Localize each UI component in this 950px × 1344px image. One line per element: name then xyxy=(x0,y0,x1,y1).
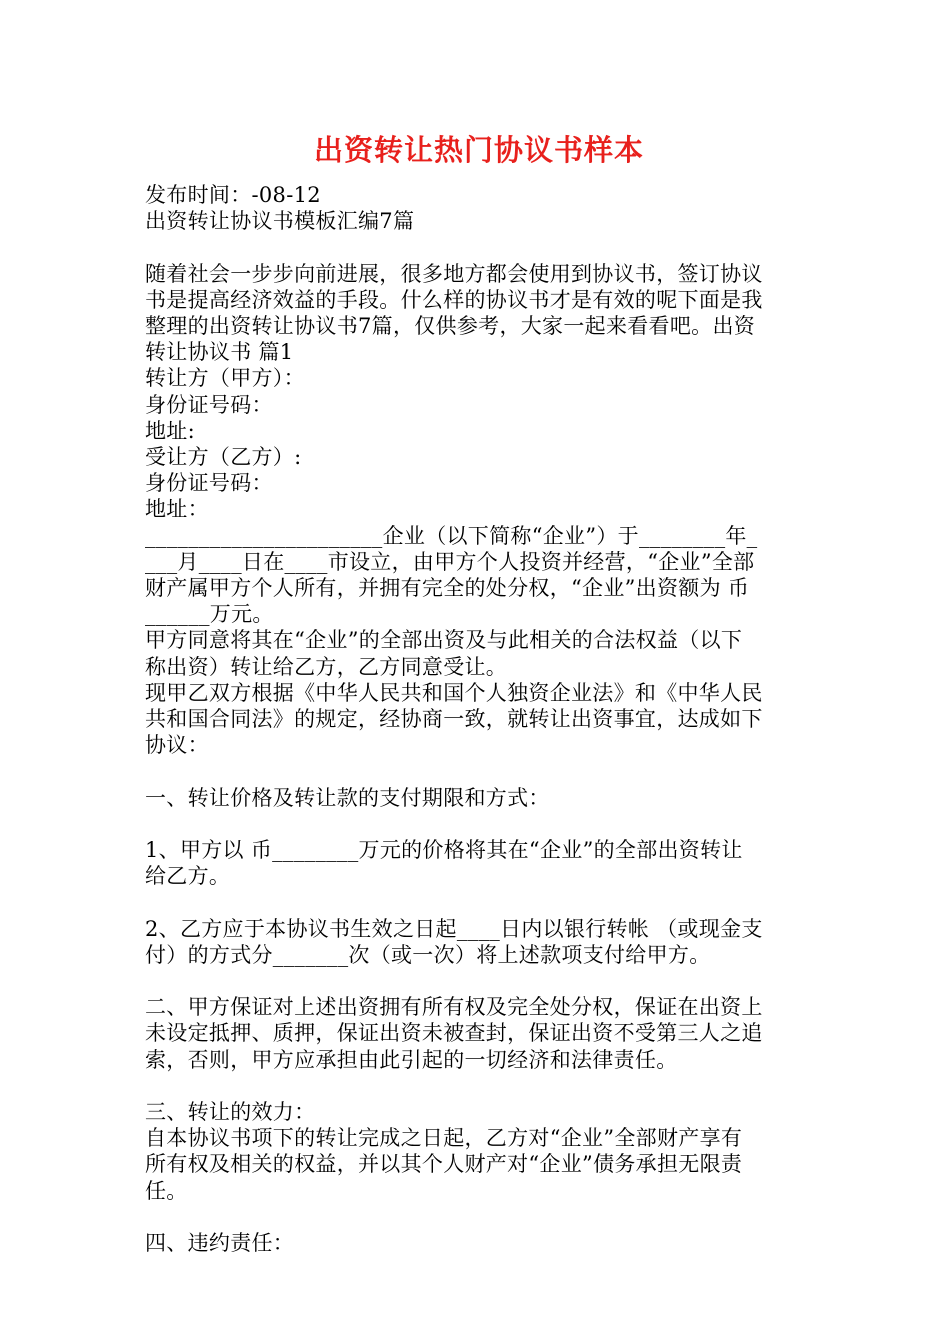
body-line: 称出资）转让给乙方，乙方同意受让。 xyxy=(145,654,508,679)
blank-line xyxy=(145,758,813,784)
body-line: 随着社会一步步向前进展，很多地方都会使用到协议书，签订协议 xyxy=(145,261,763,286)
blank-line xyxy=(145,811,813,837)
body-line: 2、乙方应于本协议书生效之日起____日内以银行转帐 （或现金支 xyxy=(145,916,763,941)
body-line: 一、转让价格及转让款的支付期限和方式： xyxy=(145,785,550,810)
blank-line xyxy=(145,1073,813,1099)
blank-line xyxy=(145,889,813,915)
publish-date: 发布时间：-08-12 xyxy=(145,183,321,207)
body-line: 转让协议书 篇1 xyxy=(145,340,294,365)
body-line: 给乙方。 xyxy=(145,864,231,889)
body-line: 地址： xyxy=(145,497,209,522)
body-line: 共和国合同法》的规定，经协商一致，就转让出资事宜，达成如下 xyxy=(145,707,763,732)
document-subtitle: 出资转让协议书模板汇编7篇 xyxy=(145,209,415,234)
body-line: 任。 xyxy=(145,1178,188,1203)
body-line: 身份证号码： xyxy=(145,471,273,496)
document-body xyxy=(145,234,813,1256)
body-line: 协议： xyxy=(145,733,209,758)
body-line: 现甲乙双方根据《中华人民共和国个人独资企业法》和《中华人民 xyxy=(145,680,763,705)
blank-line xyxy=(145,968,813,994)
body-line: 受让方（乙方）: xyxy=(145,445,302,470)
body-line: ______万元。 xyxy=(145,602,274,627)
blank-line xyxy=(145,234,813,260)
body-line: 自本协议书项下的转让完成之日起，乙方对“企业”全部财产享有 xyxy=(145,1126,743,1151)
body-line: 书是提高经济效益的手段。什么样的协议书才是有效的呢下面是我 xyxy=(145,287,763,312)
body-line: 甲方同意将其在“企业”的全部出资及与此相关的合法权益（以下 xyxy=(145,628,743,653)
body-line: 未设定抵押、质押，保证出资未被查封，保证出资不受第三人之追 xyxy=(145,1021,763,1046)
body-line: 二、甲方保证对上述出资拥有所有权及完全处分权，保证在出资上 xyxy=(145,995,763,1020)
body-line: 索，否则，甲方应承担由此引起的一切经济和法律责任。 xyxy=(145,1047,678,1072)
body-line: 三、转让的效力： xyxy=(145,1100,316,1125)
body-line: 转让方（甲方）： xyxy=(145,366,305,391)
document-page xyxy=(145,130,813,1256)
body-line: ______________________企业（以下简称“企业”）于________年_ xyxy=(145,523,758,548)
body-line: 整理的出资转让协议书7篇，仅供参考，大家一起来看看吧。出资 xyxy=(145,314,756,338)
body-line: 地址: xyxy=(145,418,195,443)
body-line: 财产属甲方个人所有，并拥有完全的处分权，“企业”出资额为 币 xyxy=(145,576,750,601)
body-line: 所有权及相关的权益，并以其个人财产对“企业”债务承担无限责 xyxy=(145,1152,743,1177)
body-line: ___月____日在____市设立，由甲方个人投资并经营，“企业”全部 xyxy=(145,549,755,574)
body-line: 1、甲方以 币________万元的价格将其在“企业”的全部出资转让 xyxy=(145,838,743,863)
blank-line xyxy=(145,1204,813,1230)
document-title: 出资转让热门协议书样本 xyxy=(313,133,644,167)
body-line: 四、违约责任： xyxy=(145,1231,295,1256)
body-line: 身份证号码： xyxy=(145,392,273,417)
body-line: 付）的方式分_______次（或一次）将上述款项支付给甲方。 xyxy=(145,942,711,967)
